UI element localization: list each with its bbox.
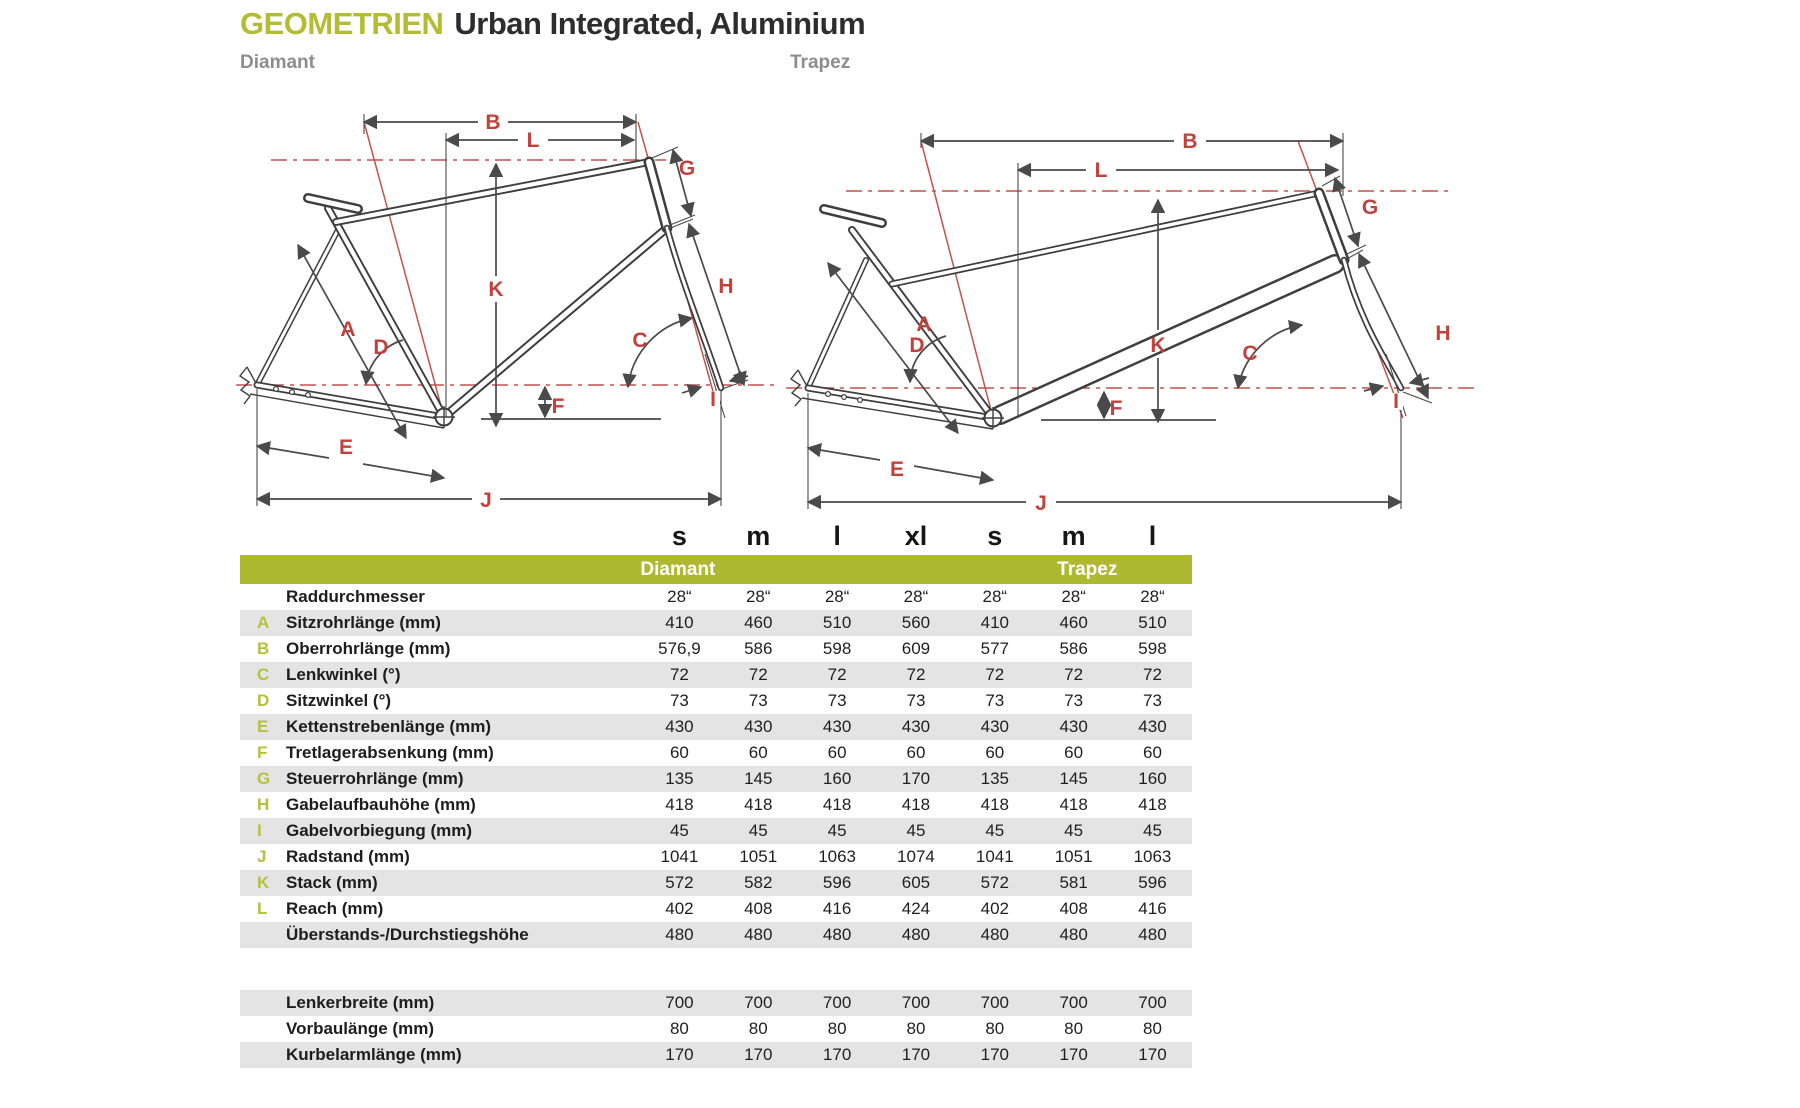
value-cell: 135 bbox=[980, 769, 1009, 788]
value-cell: 73 bbox=[1143, 691, 1162, 710]
row-letter bbox=[240, 584, 286, 610]
value-cell: 72 bbox=[985, 665, 1005, 684]
dim-label-a: A bbox=[916, 313, 932, 336]
dim-label-l: L bbox=[1094, 159, 1108, 182]
row-label: Kurbelarmlänge (mm) bbox=[286, 1045, 462, 1064]
value-cell: 418 bbox=[744, 795, 773, 814]
value-cell: 560 bbox=[901, 613, 931, 632]
value-cell: 45 bbox=[985, 821, 1005, 840]
main-rows bbox=[240, 584, 1192, 948]
value-cell: 80 bbox=[669, 1019, 689, 1038]
row-label: Steuerrohrlänge (mm) bbox=[286, 769, 464, 788]
value-cell: 1063 bbox=[818, 847, 857, 866]
table-row bbox=[240, 714, 1192, 740]
value-cell: 170 bbox=[1059, 1045, 1088, 1064]
value-cell: 408 bbox=[744, 899, 773, 918]
row-label: Kettenstrebenlänge (mm) bbox=[286, 717, 491, 736]
value-cell: 73 bbox=[985, 691, 1005, 710]
value-cell: 28“ bbox=[903, 587, 929, 606]
value-cell: 45 bbox=[1143, 821, 1162, 840]
value-cell: 45 bbox=[827, 821, 847, 840]
row-label: Tretlagerabsenkung (mm) bbox=[286, 743, 494, 762]
row-label: Sitzrohrlänge (mm) bbox=[286, 613, 441, 632]
row-label: Reach (mm) bbox=[286, 899, 384, 918]
value-cell: 60 bbox=[1064, 743, 1084, 762]
value-cell: 430 bbox=[822, 717, 852, 736]
dim-label-f: F bbox=[1109, 397, 1123, 420]
value-cell: 72 bbox=[1143, 665, 1162, 684]
value-cell: 572 bbox=[665, 873, 694, 892]
subtitle-diamant: Diamant bbox=[240, 52, 315, 73]
value-cell: 510 bbox=[1138, 613, 1167, 632]
row-label: Lenkwinkel (°) bbox=[286, 665, 401, 684]
table-row bbox=[240, 766, 1192, 792]
value-cell: 700 bbox=[665, 993, 694, 1012]
dim-label-d: D bbox=[909, 334, 925, 357]
dim-label-g: G bbox=[678, 157, 696, 180]
value-cell: 170 bbox=[744, 1045, 773, 1064]
value-cell: 460 bbox=[1059, 613, 1088, 632]
value-cell: 430 bbox=[744, 717, 773, 736]
value-cell: 598 bbox=[1138, 639, 1167, 658]
extra-rows bbox=[240, 990, 1192, 1068]
value-cell: 424 bbox=[901, 899, 931, 918]
value-cell: 402 bbox=[980, 899, 1009, 918]
row-letter bbox=[240, 1016, 286, 1042]
value-cell: 28“ bbox=[745, 587, 771, 606]
row-label: Stack (mm) bbox=[286, 873, 378, 892]
value-cell: 80 bbox=[1143, 1019, 1162, 1038]
value-cell: 72 bbox=[748, 665, 768, 684]
value-cell: 402 bbox=[665, 899, 694, 918]
value-cell: 418 bbox=[980, 795, 1009, 814]
dim-label-l: L bbox=[526, 129, 540, 152]
value-cell: 80 bbox=[748, 1019, 768, 1038]
row-label: Gabelaufbauhöhe (mm) bbox=[286, 795, 476, 814]
value-cell: 73 bbox=[669, 691, 689, 710]
value-cell: 598 bbox=[822, 639, 852, 658]
size-header: m bbox=[1061, 521, 1086, 551]
row-label: Überstands-/Durchstiegshöhe bbox=[286, 925, 529, 944]
value-cell: 480 bbox=[980, 925, 1009, 944]
value-cell: 170 bbox=[980, 1045, 1009, 1064]
row-letter: G bbox=[257, 769, 271, 788]
row-letter: E bbox=[257, 717, 269, 736]
size-header: s bbox=[987, 521, 1003, 551]
page-title-text: Urban Integrated, Aluminium bbox=[454, 6, 866, 41]
value-cell: 1041 bbox=[660, 847, 699, 866]
value-cell: 1074 bbox=[897, 847, 935, 866]
row-label: Gabelvorbiegung (mm) bbox=[286, 821, 473, 840]
value-cell: 572 bbox=[980, 873, 1009, 892]
value-cell: 80 bbox=[1064, 1019, 1084, 1038]
value-cell: 480 bbox=[744, 925, 773, 944]
table-row bbox=[240, 1042, 1192, 1068]
value-cell: 1041 bbox=[975, 847, 1014, 866]
value-cell: 73 bbox=[827, 691, 847, 710]
value-cell: 700 bbox=[822, 993, 852, 1012]
size-header: xl bbox=[904, 521, 928, 551]
table-row bbox=[240, 818, 1192, 844]
value-cell: 700 bbox=[1059, 993, 1088, 1012]
dim-label-d: D bbox=[373, 336, 389, 359]
table-gap bbox=[240, 948, 1192, 990]
dim-label-a: A bbox=[340, 318, 356, 341]
row-letter: K bbox=[257, 873, 270, 892]
value-cell: 145 bbox=[1059, 769, 1088, 788]
value-cell: 609 bbox=[901, 639, 931, 658]
value-cell: 145 bbox=[744, 769, 773, 788]
size-header: m bbox=[746, 521, 771, 551]
table-row bbox=[240, 870, 1192, 896]
value-cell: 418 bbox=[1138, 795, 1167, 814]
table-row bbox=[240, 792, 1192, 818]
row-letter bbox=[240, 1042, 286, 1068]
value-cell: 160 bbox=[1138, 769, 1167, 788]
value-cell: 28“ bbox=[1061, 587, 1086, 606]
value-cell: 170 bbox=[901, 769, 931, 788]
frame-outline bbox=[240, 162, 721, 428]
row-letter: L bbox=[257, 899, 268, 918]
row-label: Lenkerbreite (mm) bbox=[286, 993, 435, 1012]
geometry-table bbox=[240, 514, 1192, 1068]
value-cell: 160 bbox=[822, 769, 852, 788]
subtitle-trapez: Trapez bbox=[790, 52, 851, 73]
value-cell: 135 bbox=[665, 769, 694, 788]
table-row bbox=[240, 636, 1192, 662]
value-cell: 700 bbox=[1138, 993, 1167, 1012]
value-cell: 418 bbox=[665, 795, 694, 814]
frame-outline bbox=[791, 193, 1401, 429]
dim-label-j: J bbox=[1035, 492, 1047, 515]
value-cell: 700 bbox=[901, 993, 931, 1012]
value-cell: 60 bbox=[906, 743, 926, 762]
value-cell: 596 bbox=[1138, 873, 1167, 892]
value-cell: 480 bbox=[901, 925, 931, 944]
value-cell: 28“ bbox=[1140, 587, 1165, 606]
value-cell: 416 bbox=[1138, 899, 1167, 918]
value-cell: 430 bbox=[1138, 717, 1167, 736]
value-cell: 72 bbox=[827, 665, 847, 684]
value-cell: 480 bbox=[1059, 925, 1088, 944]
value-cell: 80 bbox=[985, 1019, 1005, 1038]
dim-label-j: J bbox=[480, 489, 492, 512]
dim-label-b: B bbox=[485, 111, 501, 134]
value-cell: 700 bbox=[980, 993, 1009, 1012]
value-cell: 410 bbox=[665, 613, 694, 632]
dim-label-e: E bbox=[338, 436, 354, 459]
dim-label-i: I bbox=[1393, 390, 1399, 413]
value-cell: 60 bbox=[827, 743, 847, 762]
value-cell: 45 bbox=[1064, 821, 1084, 840]
row-label: Sitzwinkel (°) bbox=[286, 691, 392, 710]
group-header-bar bbox=[240, 555, 1192, 584]
value-cell: 480 bbox=[1138, 925, 1167, 944]
row-letter: F bbox=[257, 743, 268, 762]
value-cell: 510 bbox=[822, 613, 852, 632]
value-cell: 60 bbox=[985, 743, 1005, 762]
row-label: Oberrohrlänge (mm) bbox=[286, 639, 451, 658]
table-row bbox=[240, 990, 1192, 1016]
value-cell: 430 bbox=[1059, 717, 1088, 736]
size-header: l bbox=[1148, 521, 1157, 551]
row-letter: I bbox=[257, 821, 262, 840]
value-cell: 430 bbox=[665, 717, 694, 736]
row-label: Radstand (mm) bbox=[286, 847, 410, 866]
table-row bbox=[240, 584, 1192, 610]
value-cell: 170 bbox=[665, 1045, 694, 1064]
table-row bbox=[240, 662, 1192, 688]
value-cell: 418 bbox=[1059, 795, 1088, 814]
dim-label-c: C bbox=[632, 329, 648, 352]
value-cell: 480 bbox=[665, 925, 694, 944]
value-cell: 72 bbox=[906, 665, 926, 684]
value-cell: 28“ bbox=[982, 587, 1008, 606]
value-cell: 581 bbox=[1059, 873, 1088, 892]
value-cell: 586 bbox=[1059, 639, 1088, 658]
dim-label-f: F bbox=[551, 395, 565, 418]
trapez-frame-diagram bbox=[786, 86, 1476, 516]
row-label: Raddurchmesser bbox=[286, 587, 425, 606]
value-cell: 700 bbox=[744, 993, 773, 1012]
value-cell: 170 bbox=[1138, 1045, 1167, 1064]
value-cell: 45 bbox=[748, 821, 768, 840]
row-letter bbox=[240, 922, 286, 948]
value-cell: 72 bbox=[1064, 665, 1084, 684]
group-header-trapez: Trapez bbox=[1057, 559, 1118, 580]
dim-label-h: H bbox=[1435, 322, 1451, 345]
size-header: s bbox=[671, 521, 687, 551]
page-title bbox=[240, 6, 865, 42]
row-letter: C bbox=[257, 665, 270, 684]
value-cell: 170 bbox=[901, 1045, 931, 1064]
diamant-frame-diagram bbox=[236, 86, 781, 514]
value-cell: 73 bbox=[748, 691, 768, 710]
group-header-diamant: Diamant bbox=[640, 559, 716, 580]
value-cell: 416 bbox=[822, 899, 852, 918]
value-cell: 430 bbox=[980, 717, 1009, 736]
row-letter: B bbox=[257, 639, 270, 658]
table-row bbox=[240, 922, 1192, 948]
dim-label-e: E bbox=[889, 458, 905, 481]
value-cell: 577 bbox=[980, 639, 1009, 658]
value-cell: 28“ bbox=[824, 587, 850, 606]
row-letter: J bbox=[257, 847, 267, 866]
dimension-lines bbox=[257, 114, 748, 506]
table-row bbox=[240, 1016, 1192, 1042]
dim-label-i: I bbox=[710, 388, 716, 411]
value-cell: 408 bbox=[1059, 899, 1088, 918]
value-cell: 28“ bbox=[667, 587, 692, 606]
dimension-letters bbox=[339, 111, 734, 512]
table-row bbox=[240, 610, 1192, 636]
value-cell: 418 bbox=[822, 795, 852, 814]
value-cell: 80 bbox=[906, 1019, 926, 1038]
value-cell: 586 bbox=[744, 639, 773, 658]
size-header: l bbox=[833, 521, 841, 551]
table-row bbox=[240, 844, 1192, 870]
value-cell: 1051 bbox=[1054, 847, 1093, 866]
table-row bbox=[240, 740, 1192, 766]
value-cell: 170 bbox=[822, 1045, 852, 1064]
table-row bbox=[240, 896, 1192, 922]
size-header-row bbox=[240, 514, 1192, 550]
dim-label-g: G bbox=[1361, 196, 1379, 219]
dim-label-h: H bbox=[718, 275, 734, 298]
row-letter bbox=[240, 990, 286, 1016]
value-cell: 596 bbox=[822, 873, 852, 892]
value-cell: 480 bbox=[822, 925, 852, 944]
value-cell: 60 bbox=[748, 743, 768, 762]
dim-label-k: K bbox=[1150, 334, 1166, 357]
row-letter: A bbox=[257, 613, 270, 632]
page-title-highlight: GEOMETRIEN bbox=[240, 6, 444, 41]
value-cell: 1063 bbox=[1133, 847, 1172, 866]
value-cell: 80 bbox=[827, 1019, 847, 1038]
value-cell: 605 bbox=[901, 873, 931, 892]
row-label: Vorbaulänge (mm) bbox=[286, 1019, 434, 1038]
dim-label-b: B bbox=[1182, 130, 1198, 153]
value-cell: 1051 bbox=[739, 847, 778, 866]
value-cell: 45 bbox=[669, 821, 689, 840]
value-cell: 73 bbox=[906, 691, 926, 710]
dim-label-c: C bbox=[1242, 342, 1258, 365]
value-cell: 73 bbox=[1064, 691, 1084, 710]
value-cell: 576,9 bbox=[658, 639, 701, 658]
value-cell: 582 bbox=[744, 873, 773, 892]
value-cell: 430 bbox=[901, 717, 931, 736]
dimension-lines bbox=[808, 133, 1432, 509]
value-cell: 60 bbox=[1143, 743, 1162, 762]
value-cell: 45 bbox=[906, 821, 926, 840]
table-row bbox=[240, 688, 1192, 714]
value-cell: 460 bbox=[744, 613, 773, 632]
value-cell: 410 bbox=[980, 613, 1009, 632]
row-letter: D bbox=[257, 691, 270, 710]
value-cell: 418 bbox=[901, 795, 931, 814]
value-cell: 60 bbox=[669, 743, 689, 762]
row-letter: H bbox=[257, 795, 270, 814]
value-cell: 72 bbox=[669, 665, 689, 684]
dim-label-k: K bbox=[488, 278, 504, 301]
